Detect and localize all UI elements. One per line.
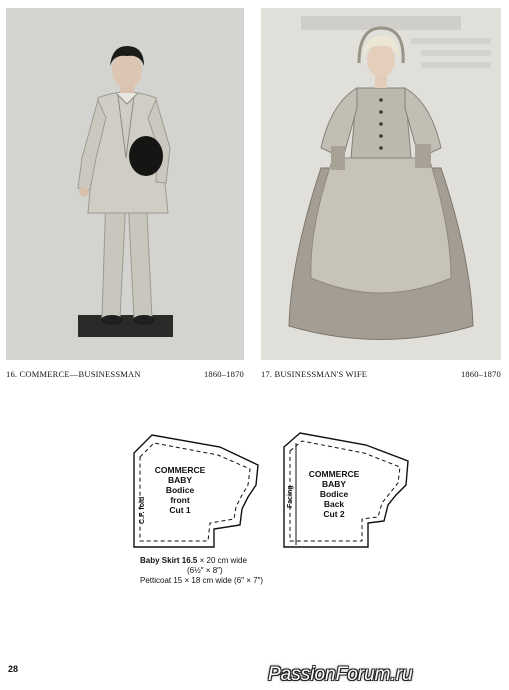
skirt-measurements (140, 556, 263, 586)
baby-skirt-label: Baby Skirt 16.5 (140, 556, 198, 565)
petticoat-line: Petticoat 15 × 18 cm wide (6″ × 7″) (140, 576, 264, 585)
front-line-front: front (170, 495, 190, 505)
businessmans-wife-doll-photo (261, 8, 501, 360)
baby-skirt-dims: × 20 cm wide (197, 556, 247, 565)
front-line-baby: BABY (167, 475, 193, 485)
baby-skirt-inches: (6½″ × 8″) (187, 566, 223, 575)
caption-title: 17. BUSINESSMAN'S WIFE (261, 369, 368, 379)
front-line-bodice: Bodice (165, 485, 195, 495)
back-line-baby: BABY (321, 479, 347, 489)
bodice-front-label (148, 465, 212, 515)
bodice-back-label (302, 469, 366, 519)
page-number: 28 (8, 664, 19, 674)
facing-label: Facing (287, 485, 294, 508)
back-line-back: Back (323, 499, 345, 509)
caption-date: 1860–1870 (203, 369, 244, 379)
front-line-cut: Cut 1 (169, 505, 191, 515)
caption-date: 1860–1870 (460, 369, 501, 379)
back-line-commerce: COMMERCE (308, 469, 360, 479)
front-line-commerce: COMMERCE (154, 465, 206, 475)
caption-title: 16. COMMERCE—BUSINESSMAN (6, 369, 141, 379)
back-line-bodice: Bodice (319, 489, 349, 499)
caption-businessmans-wife (261, 369, 501, 379)
baby-skirt-line (140, 556, 263, 566)
cf-fold-label: C.F. fold (139, 496, 146, 524)
watermark: PassionForum.ru (268, 664, 413, 685)
caption-businessman (6, 369, 244, 379)
back-line-cut: Cut 2 (323, 509, 345, 519)
businessman-doll-photo (6, 8, 244, 360)
